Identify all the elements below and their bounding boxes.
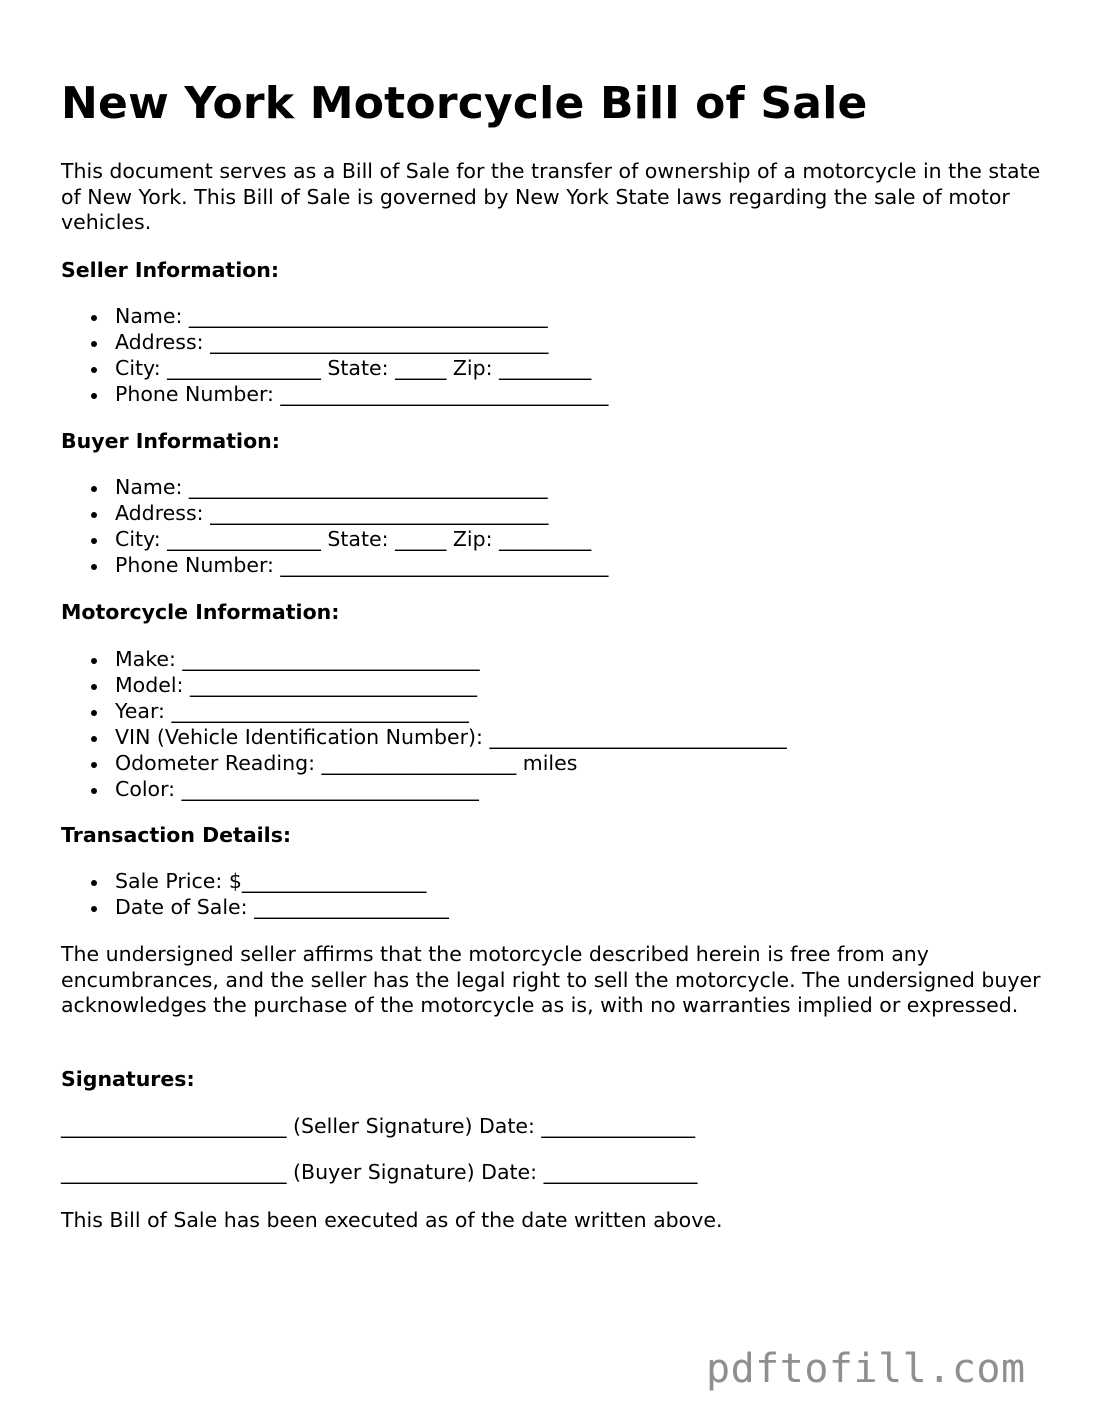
closing-statement: This Bill of Sale has been executed as of the date written above. — [61, 1208, 723, 1232]
seller-signature-line[interactable]: ______________________ (Seller Signature) Date: _______________ — [61, 1114, 696, 1138]
intro-paragraph: This document serves as a Bill of Sale for the transfer of ownership of a motorcycle in the state of New York. This Bill of Sale is governed by New York State laws regarding the sale of motor vehicles. — [61, 159, 1041, 235]
motorcycle-color-field[interactable]: Color: _____________________________ — [61, 777, 787, 803]
buyer-signature-line[interactable]: ______________________ (Buyer Signature) Date: _______________ — [61, 1160, 698, 1184]
motorcycle-make-field[interactable]: Make: _____________________________ — [61, 647, 787, 673]
seller-city-state-zip-field[interactable]: City: _______________ State: _____ Zip: _________ — [61, 356, 608, 382]
motorcycle-vin-field[interactable]: VIN (Vehicle Identification Number): _____________________________ — [61, 725, 787, 751]
transaction-field-list — [61, 869, 449, 921]
date-of-sale-field[interactable]: Date of Sale: ___________________ — [61, 895, 449, 921]
motorcycle-odometer-field[interactable]: Odometer Reading: ___________________ miles — [61, 751, 787, 777]
motorcycle-year-field[interactable]: Year: _____________________________ — [61, 699, 787, 725]
buyer-phone-field[interactable]: Phone Number: ________________________________ — [61, 553, 608, 579]
buyer-address-field[interactable]: Address: _________________________________ — [61, 501, 608, 527]
signatures-heading: Signatures: — [61, 1067, 195, 1091]
seller-field-list — [61, 304, 608, 408]
seller-heading: Seller Information: — [61, 258, 280, 282]
motorcycle-model-field[interactable]: Model: ____________________________ — [61, 673, 787, 699]
buyer-name-field[interactable]: Name: ___________________________________ — [61, 475, 608, 501]
buyer-heading: Buyer Information: — [61, 429, 280, 453]
seller-name-field[interactable]: Name: ___________________________________ — [61, 304, 608, 330]
seller-phone-field[interactable]: Phone Number: ________________________________ — [61, 382, 608, 408]
watermark-text: pdftofill.com — [706, 1346, 1026, 1392]
sale-price-field[interactable]: Sale Price: $__________________ — [61, 869, 449, 895]
motorcycle-field-list — [61, 647, 787, 802]
seller-address-field[interactable]: Address: _________________________________ — [61, 330, 608, 356]
document-title: New York Motorcycle Bill of Sale — [61, 78, 868, 129]
transaction-heading: Transaction Details: — [61, 823, 292, 847]
motorcycle-heading: Motorcycle Information: — [61, 600, 340, 624]
buyer-city-state-zip-field[interactable]: City: _______________ State: _____ Zip: _________ — [61, 527, 608, 553]
affirmation-paragraph: The undersigned seller affirms that the motorcycle described herein is free from any encumbrances, and the seller has the legal right to sell the motorcycle. The undersigned buyer acknowledges the purchase of the motorcycle as is, with no warranties implied or expressed. — [61, 942, 1041, 1018]
buyer-field-list — [61, 475, 608, 579]
